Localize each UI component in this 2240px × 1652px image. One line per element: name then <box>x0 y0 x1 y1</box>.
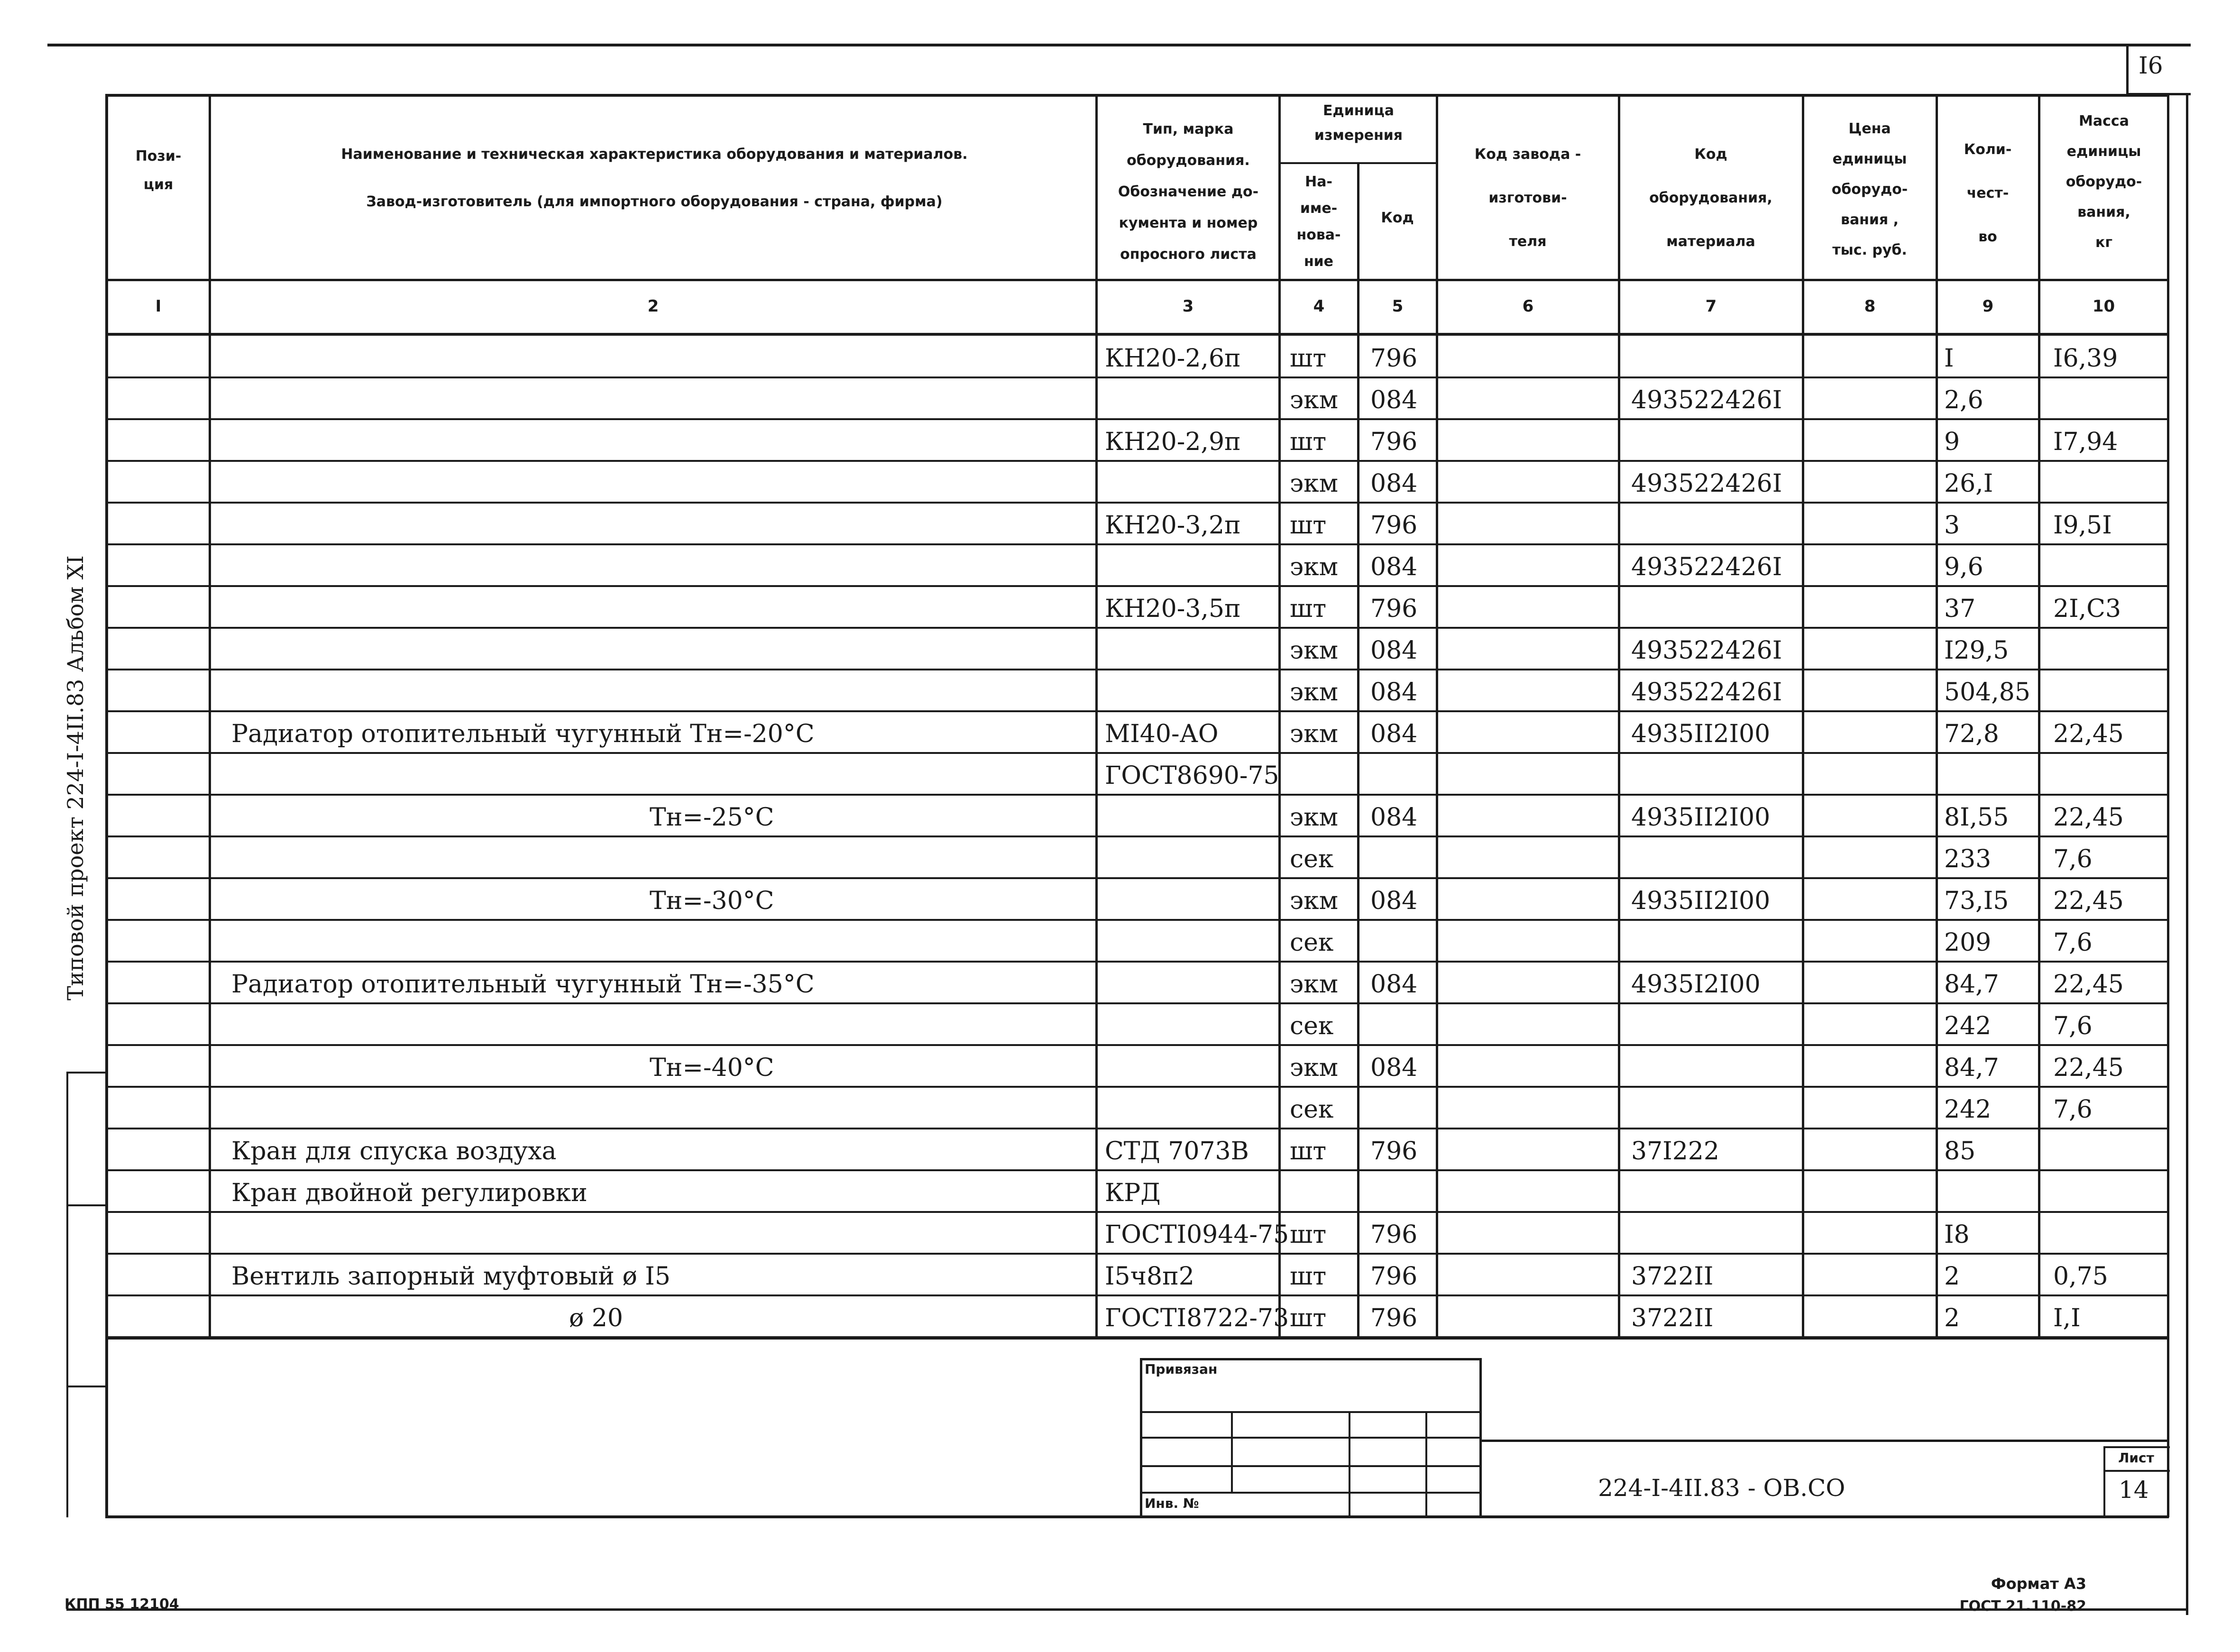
stamp-inv: Инв. № <box>1145 1496 1199 1511</box>
row-line <box>105 877 2169 879</box>
binding-strip-tick-3 <box>66 1386 107 1387</box>
table-bottom-border <box>105 1515 2169 1518</box>
row-line <box>105 669 2169 670</box>
row-name: Тн=-40°С <box>650 1054 774 1082</box>
row-type: ГОСТ8690-75 <box>1105 762 1279 790</box>
row-quantity: I29,5 <box>1944 636 2009 665</box>
list-label: Лист <box>2118 1450 2154 1466</box>
row-quantity: 9 <box>1944 428 1960 456</box>
col-line-6 <box>1618 94 1620 1338</box>
top-border-line <box>47 44 2191 46</box>
row-code: 084 <box>1370 1054 1418 1082</box>
row-quantity: 8I,55 <box>1944 803 2009 832</box>
stamp-row-1 <box>1140 1411 1481 1413</box>
row-quantity: 3 <box>1944 511 1960 540</box>
row-quantity: 209 <box>1944 928 1992 957</box>
col-line-2 <box>1095 94 1098 1338</box>
row-quantity: 2,6 <box>1944 386 1983 414</box>
row-quantity: 9,6 <box>1944 553 1983 581</box>
row-mass: 7,6 <box>2053 1012 2093 1040</box>
row-line <box>105 1211 2169 1213</box>
row-type: МI40-АО <box>1105 720 1219 748</box>
row-equipment-code: 3722II <box>1631 1262 1714 1291</box>
row-line <box>105 376 2169 378</box>
stamp-col-3 <box>1425 1411 1427 1517</box>
row-unit: шт <box>1290 344 1327 373</box>
header-unit-price: Цена единицы оборудо- вания , тыс. руб. <box>1831 120 1908 258</box>
row-mass: I,I <box>2053 1304 2081 1332</box>
row-line <box>105 835 2169 837</box>
col-line-8 <box>1936 94 1938 1338</box>
col-line-9 <box>2038 94 2040 1338</box>
row-unit: сек <box>1290 845 1334 873</box>
row-mass: 22,45 <box>2053 1054 2124 1082</box>
col-line-7 <box>1802 94 1804 1338</box>
row-type: I5ч8п2 <box>1105 1262 1194 1291</box>
header-unit: Единица измерения <box>1314 102 1403 144</box>
column-number-10: 10 <box>2092 297 2115 316</box>
row-quantity: 2 <box>1944 1304 1960 1332</box>
row-type: ГОСТI0944-75 <box>1105 1221 1289 1249</box>
row-line <box>105 1128 2169 1129</box>
row-unit: экм <box>1290 803 1339 832</box>
colnum-bottom-line <box>105 333 2169 336</box>
row-quantity: 85 <box>1944 1137 1976 1166</box>
col-line-1 <box>209 94 211 1338</box>
row-quantity: 26,I <box>1944 469 1993 498</box>
row-name: Тн=-25°С <box>650 803 774 832</box>
row-code: 084 <box>1370 803 1418 832</box>
row-mass: 7,6 <box>2053 845 2093 873</box>
row-quantity: 72,8 <box>1944 720 1999 748</box>
header-type: Тип, марка оборудования. Обозначение до- кумента и номер опросного листа <box>1118 121 1259 263</box>
row-type: КРД <box>1105 1179 1161 1207</box>
row-name: Кран двойной регулировки <box>231 1179 588 1207</box>
row-code: 796 <box>1370 428 1418 456</box>
column-number-4: 4 <box>1313 297 1325 316</box>
row-line <box>105 1169 2169 1171</box>
row-equipment-code: 4935I2I00 <box>1631 970 1761 999</box>
row-name: ø 20 <box>569 1304 624 1332</box>
row-code: 084 <box>1370 970 1418 999</box>
row-mass: 22,45 <box>2053 720 2124 748</box>
list-number: 14 <box>2119 1476 2149 1504</box>
row-mass: I9,5I <box>2053 511 2112 540</box>
row-quantity: I8 <box>1944 1221 1970 1249</box>
row-unit: шт <box>1290 1137 1327 1166</box>
row-quantity: 73,I5 <box>1944 887 2009 915</box>
header-bottom-line <box>105 279 2169 281</box>
row-unit: сек <box>1290 1095 1334 1124</box>
row-mass: 7,6 <box>2053 928 2093 957</box>
binding-strip-tick-2 <box>66 1204 107 1206</box>
stamp-col-1 <box>1231 1411 1233 1492</box>
row-type: КН20-3,5п <box>1105 595 1241 623</box>
row-code: 796 <box>1370 1221 1418 1249</box>
sheet-number-box-left <box>2126 44 2129 95</box>
row-line <box>105 460 2169 462</box>
row-code: 084 <box>1370 553 1418 581</box>
row-type: КН20-3,2п <box>1105 511 1241 540</box>
row-quantity: I <box>1944 344 1954 373</box>
row-type: ГОСТI8722-73 <box>1105 1304 1289 1332</box>
column-number-8: 8 <box>1864 297 1876 316</box>
row-equipment-code: 4935II2I00 <box>1631 803 1771 832</box>
row-equipment-code: 493522426I <box>1631 636 1782 665</box>
table-top-border <box>105 94 2169 97</box>
row-equipment-code: 493522426I <box>1631 553 1782 581</box>
row-mass: I6,39 <box>2053 344 2118 373</box>
stamp-row-2 <box>1140 1437 1481 1439</box>
footer-left-code: КПП 55 12104 <box>64 1596 179 1613</box>
row-equipment-code: 493522426I <box>1631 386 1782 414</box>
table-right-border <box>2167 94 2169 1517</box>
row-code: 796 <box>1370 1304 1418 1332</box>
header-unit-mass: Масса единицы оборудо- вания, кг <box>2066 113 2142 251</box>
row-line <box>105 1044 2169 1046</box>
row-code: 084 <box>1370 386 1418 414</box>
row-code: 796 <box>1370 511 1418 540</box>
row-equipment-code: 37I222 <box>1631 1137 1719 1166</box>
row-line <box>105 1086 2169 1088</box>
document-code: 224-I-4II.83 - ОВ.СО <box>1598 1474 1845 1502</box>
row-unit: экм <box>1290 469 1339 498</box>
row-unit: экм <box>1290 553 1339 581</box>
col-line-3 <box>1278 94 1281 1338</box>
outer-right-border <box>2186 93 2188 1615</box>
row-unit: шт <box>1290 1221 1327 1249</box>
row-mass: 22,45 <box>2053 803 2124 832</box>
col-line-5 <box>1436 94 1438 1338</box>
row-quantity: 84,7 <box>1944 970 1999 999</box>
row-quantity: 84,7 <box>1944 1054 1999 1082</box>
stamp-privyazan: Привязан <box>1145 1361 1218 1377</box>
header-position: Пози- ция <box>135 148 182 193</box>
row-name: Радиатор отопительный чугунный Тн=-20°С <box>231 720 815 748</box>
column-number-7: 7 <box>1705 297 1717 316</box>
row-line <box>105 1002 2169 1004</box>
stamp-row-3 <box>1140 1465 1481 1467</box>
binding-strip-tick-1 <box>66 1072 107 1074</box>
row-line <box>105 543 2169 545</box>
row-mass: 0,75 <box>2053 1262 2108 1291</box>
row-line <box>105 585 2169 587</box>
row-unit: экм <box>1290 636 1339 665</box>
row-unit: шт <box>1290 1304 1327 1332</box>
row-equipment-code: 3722II <box>1631 1304 1714 1332</box>
row-code: 796 <box>1370 1262 1418 1291</box>
row-code: 084 <box>1370 636 1418 665</box>
sheet-top-number: I6 <box>2139 52 2163 79</box>
row-unit: шт <box>1290 511 1327 540</box>
row-type: СТД 7073В <box>1105 1137 1249 1166</box>
row-name: Кран для спуска воздуха <box>231 1137 557 1166</box>
row-line <box>105 502 2169 504</box>
column-number-6: 6 <box>1522 297 1534 316</box>
row-name: Радиатор отопительный чугунный Тн=-35°С <box>231 970 815 999</box>
header-quantity: Коли- чест- во <box>1964 141 2012 245</box>
row-unit: экм <box>1290 1054 1339 1082</box>
row-unit: шт <box>1290 595 1327 623</box>
header-equipment-code: Код оборудования, материала <box>1649 146 1772 250</box>
row-line <box>105 710 2169 712</box>
row-unit: экм <box>1290 720 1339 748</box>
row-line <box>105 794 2169 796</box>
title-block-top <box>1479 1440 2169 1442</box>
row-mass: 22,45 <box>2053 887 2124 915</box>
row-unit: экм <box>1290 386 1339 414</box>
row-line <box>105 1294 2169 1296</box>
row-mass: 7,6 <box>2053 1095 2093 1124</box>
row-unit: экм <box>1290 887 1339 915</box>
row-equipment-code: 493522426I <box>1631 678 1782 707</box>
binding-strip-line <box>66 1072 68 1517</box>
row-quantity: 242 <box>1944 1095 1992 1124</box>
row-unit: экм <box>1290 970 1339 999</box>
row-code: 084 <box>1370 720 1418 748</box>
row-mass: 22,45 <box>2053 970 2124 999</box>
column-number-3: 3 <box>1182 297 1194 316</box>
row-line <box>105 919 2169 921</box>
column-number-1: I <box>155 297 162 316</box>
row-quantity: 2 <box>1944 1262 1960 1291</box>
row-type: КН20-2,9п <box>1105 428 1241 456</box>
row-equipment-code: 493522426I <box>1631 469 1782 498</box>
row-line <box>105 1253 2169 1255</box>
header-unit-name: На- име- нова- ние <box>1296 174 1341 270</box>
row-unit: экм <box>1290 678 1339 707</box>
row-unit: шт <box>1290 428 1327 456</box>
header-name-line1: Наименование и техническая характеристика оборудования и материалов. <box>341 146 968 163</box>
row-equipment-code: 4935II2I00 <box>1631 720 1771 748</box>
row-line <box>105 752 2169 754</box>
footer-gost: ГОСТ 21.110-82 <box>1959 1598 2086 1615</box>
column-number-5: 5 <box>1392 297 1404 316</box>
row-code: 796 <box>1370 1137 1418 1166</box>
row-code: 084 <box>1370 678 1418 707</box>
column-number-9: 9 <box>1982 297 1994 316</box>
outer-bottom-border <box>66 1608 2188 1611</box>
row-quantity: 242 <box>1944 1012 1992 1040</box>
row-unit: сек <box>1290 1012 1334 1040</box>
row-mass: I7,94 <box>2053 428 2118 456</box>
row-quantity: 504,85 <box>1944 678 2030 707</box>
row-equipment-code: 4935II2I00 <box>1631 887 1771 915</box>
column-number-2: 2 <box>647 297 659 316</box>
row-unit: сек <box>1290 928 1334 957</box>
row-line <box>105 1336 2169 1338</box>
row-name: Вентиль запорный муфтовый ø I5 <box>231 1262 670 1291</box>
row-line <box>105 418 2169 420</box>
row-line <box>105 961 2169 963</box>
row-code: 796 <box>1370 595 1418 623</box>
row-quantity: 233 <box>1944 845 1992 873</box>
row-name: Тн=-30°С <box>650 887 774 915</box>
row-type: КН20-2,6п <box>1105 344 1241 373</box>
header-unit-code: Код <box>1381 210 1414 226</box>
row-line <box>105 627 2169 629</box>
row-code: 084 <box>1370 887 1418 915</box>
footer-format: Формат А3 <box>1991 1575 2086 1593</box>
list-box-mid <box>2103 1470 2170 1472</box>
stamp-col-2 <box>1349 1411 1350 1517</box>
header-name-line2: Завод-изготовитель (для импортного оборудования - страна, фирма) <box>366 193 943 210</box>
row-code: 084 <box>1370 469 1418 498</box>
side-caption: Типовой проект 224-I-4II.83 Альбом XI <box>63 555 88 1000</box>
row-code: 796 <box>1370 344 1418 373</box>
header-factory-code: Код завода - изготови- теля <box>1474 146 1581 250</box>
row-unit: шт <box>1290 1262 1327 1291</box>
col-line-4 <box>1357 163 1359 1338</box>
row-mass: 2I,C3 <box>2053 595 2121 623</box>
row-quantity: 37 <box>1944 595 1976 623</box>
